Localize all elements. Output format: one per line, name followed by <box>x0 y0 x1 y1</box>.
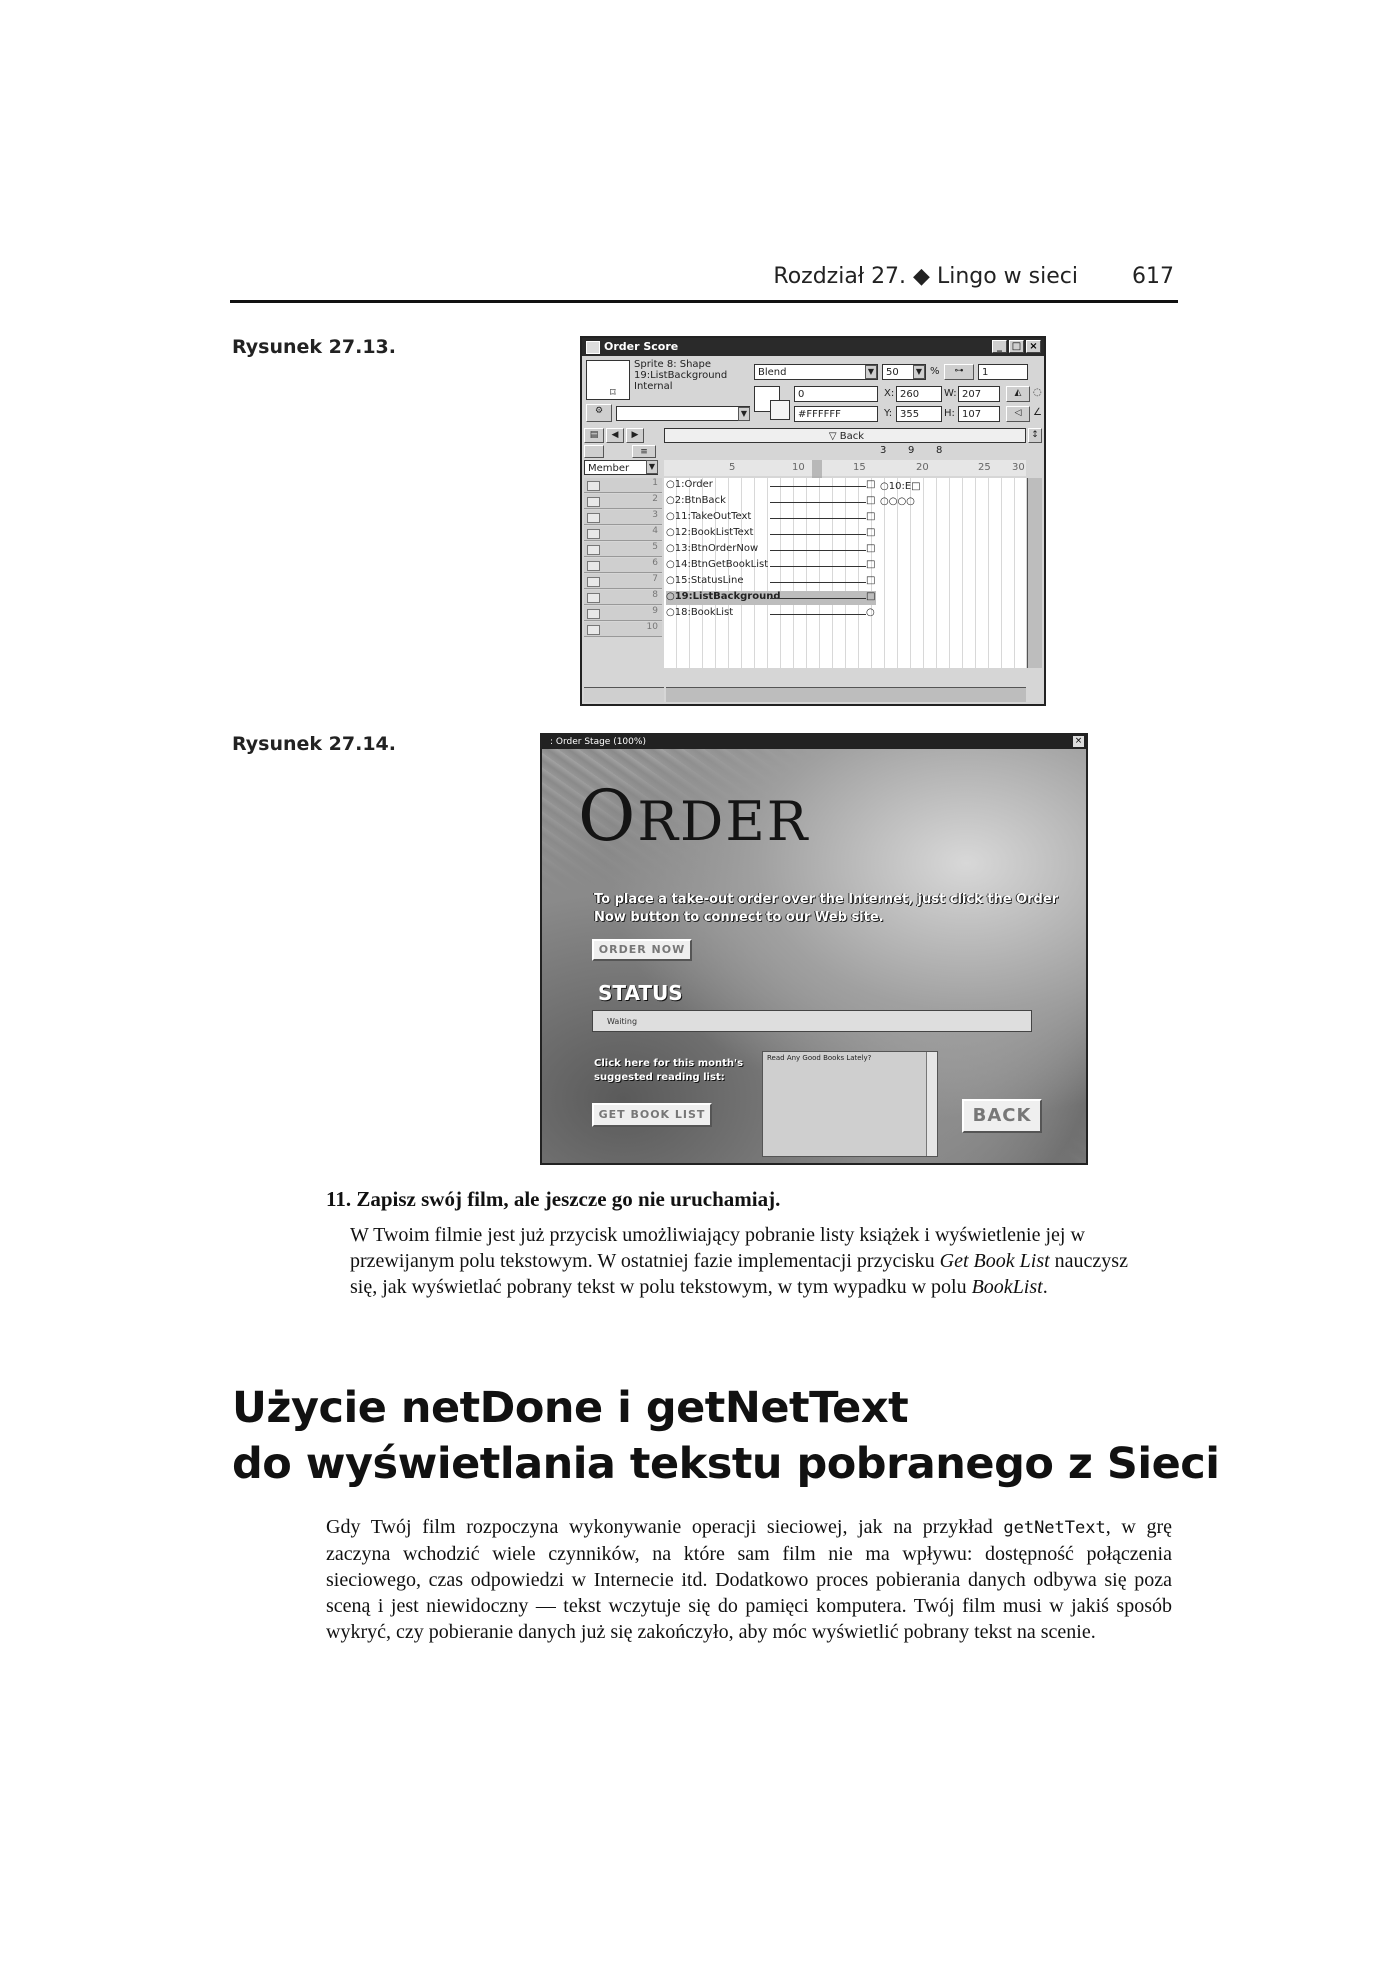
channel-toggle-icon[interactable] <box>587 497 600 507</box>
flip-vertical-icon[interactable]: ◁ <box>1006 406 1030 422</box>
frame-number: 30 <box>1012 462 1025 473</box>
sprite-duration-line <box>770 582 866 583</box>
sprite-end-marker: □ <box>866 559 876 570</box>
channel-number: 6 <box>652 558 658 568</box>
x-label: X: <box>884 388 895 399</box>
skew-icon[interactable]: ∠ <box>1033 407 1042 418</box>
figure-caption-27-13: Rysunek 27.13. <box>232 336 396 358</box>
sprite-end-marker: □ <box>866 511 876 522</box>
sprite-span[interactable] <box>666 495 876 509</box>
channel-toggle-icon[interactable] <box>587 609 600 619</box>
frame-number: 5 <box>729 462 736 473</box>
h-label: H: <box>944 408 955 419</box>
sprite-end-marker: □ <box>866 575 876 586</box>
sprite-span[interactable] <box>666 591 876 605</box>
maximize-button[interactable]: □ <box>1009 340 1024 353</box>
running-header <box>230 262 1178 303</box>
channel-number: 8 <box>936 445 943 456</box>
frame-number: 25 <box>978 462 991 473</box>
sprite-duration-line <box>770 534 866 535</box>
step-emphasis: Get Book List <box>939 1250 1050 1272</box>
channel-toggle-icon[interactable] <box>587 577 600 587</box>
order-now-button[interactable]: ORDER NOW <box>592 939 692 961</box>
sprite-shape-icon: ⌑ <box>610 386 616 399</box>
background-color-chip[interactable] <box>770 400 790 420</box>
channel-number: 3 <box>880 445 887 456</box>
sprite-end-marker: □ <box>866 527 876 538</box>
sprite-script-dropdown[interactable] <box>616 406 750 421</box>
blend-unit: % <box>930 366 940 377</box>
script-channel-icon[interactable]: ≡ <box>632 445 656 458</box>
sprite-label: ○11:TakeOutText <box>666 511 752 522</box>
x-field[interactable]: 260 <box>896 386 942 402</box>
score-bottom-tools[interactable] <box>584 687 664 702</box>
sprite-duration-line <box>770 614 866 615</box>
order-heading-rest: RDER <box>637 790 810 853</box>
order-heading <box>578 775 809 857</box>
booklist-prompt: Click here for this month's suggested reading list: <box>594 1058 744 1083</box>
h-field[interactable]: 107 <box>958 406 1000 422</box>
section-heading-line1: Użycie netDone i getNetText <box>232 1383 909 1433</box>
sprite-span[interactable] <box>666 575 876 589</box>
section-heading-line2: do wyświetlania tekstu pobranego z Sieci <box>232 1439 1220 1489</box>
y-label: Y: <box>884 408 893 419</box>
score-window-icon <box>586 341 600 354</box>
rotate-icon[interactable]: ◌ <box>1033 387 1042 398</box>
section-text: , w grę zaczyna wchodzić wiele czynników, na które sam film nie ma wpływu: dostępność połączenia sieciowego, czas odpowiedzi w Internecie itd. Dodatkowo proces pobierania danych odbywa się poza sceną i jest niewidoczny — tekst wczytuje się do pamięci komputera. Twój film musi w jakiś sposób wykryć, czy pobieranie danych już się zakończyło, aby móc wyświetlić pobrany tekst na scenie. <box>326 1516 1173 1643</box>
channel-row-header[interactable] <box>584 606 662 621</box>
channel-toggle[interactable] <box>584 445 604 458</box>
score-vertical-scrollbar[interactable] <box>1027 478 1042 668</box>
channel-row-header[interactable] <box>584 510 662 525</box>
sprite-extra: ○10:E□ <box>880 481 921 492</box>
blend-field[interactable]: 50 <box>882 364 926 380</box>
section-heading <box>232 1380 1232 1492</box>
chevron-down-icon[interactable]: ▼ <box>646 460 658 474</box>
channel-row-header[interactable] <box>584 542 662 557</box>
channel-row-header[interactable] <box>584 574 662 589</box>
sprite-info-line1: Sprite 8: Shape <box>634 359 712 370</box>
order-heading-initial: O <box>578 775 638 857</box>
channel-number: 3 <box>652 510 658 520</box>
sprite-label: ○12:BookListText <box>666 527 754 538</box>
step-heading <box>326 1187 780 1212</box>
section-text: Gdy Twój film rozpoczyna wykonywanie operacji sieciowej, jak na przykład <box>326 1516 1004 1538</box>
field-one[interactable]: 1 <box>978 364 1028 380</box>
marker-scroll-icon[interactable]: ↕ <box>1028 428 1042 443</box>
sprite-span[interactable] <box>666 511 876 525</box>
sprite-label: ○2:BtnBack <box>666 495 726 506</box>
channel-row-header[interactable] <box>584 526 662 541</box>
sprite-end-marker: □ <box>866 591 876 602</box>
sprite-extra: ○○○○ <box>880 496 915 507</box>
w-label: W: <box>944 388 957 399</box>
step-text: W Twoim filmie jest już przycisk umożliwiający pobranie listy książek i wyświetlenie jej w przewijanym polu tekstowym. W ostatniej fazie implementacji przycisku <box>350 1224 1085 1272</box>
sprite-span[interactable] <box>666 607 876 621</box>
step-text: . <box>1042 1276 1048 1298</box>
inline-code: getNetText <box>1003 1518 1106 1538</box>
color-field[interactable]: #FFFFFF <box>794 406 878 422</box>
channel-number: 4 <box>652 526 658 536</box>
field-zero[interactable]: 0 <box>794 386 878 402</box>
close-icon[interactable]: × <box>1074 736 1083 746</box>
score-window <box>580 336 1046 706</box>
channel-toggle-icon[interactable] <box>587 481 600 491</box>
marker-bar[interactable]: ▽ Back <box>664 428 1026 443</box>
chapter-title: Rozdział 27. ◆ Lingo w sieci <box>773 264 1078 289</box>
score-titlebar <box>582 338 1044 356</box>
next-marker-icon[interactable]: ▶ <box>626 428 644 443</box>
step-emphasis: BookList <box>971 1276 1043 1298</box>
stage-title: : Order Stage (100%) <box>550 737 646 747</box>
frame-number: 15 <box>853 462 866 473</box>
score-horizontal-scrollbar[interactable] <box>666 687 1026 702</box>
sprite-thumbnail <box>586 360 630 400</box>
close-button[interactable]: × <box>1026 340 1041 353</box>
channel-number: 5 <box>652 542 658 552</box>
chevron-down-icon[interactable]: ▼ <box>913 365 925 379</box>
channel-toggle-icon[interactable] <box>587 545 600 555</box>
channel-toggle-icon[interactable] <box>587 529 600 539</box>
channel-toggle-icon[interactable] <box>587 561 600 571</box>
step-text: nauczysz się, jak wyświetlać pobrany tekst w polu tekstowym, w tym wypadku w polu <box>350 1250 1128 1298</box>
y-field[interactable]: 355 <box>896 406 942 422</box>
marker-menu-button[interactable]: ▤ <box>584 428 604 443</box>
booklist-field[interactable] <box>762 1051 938 1157</box>
figure-caption-27-14: Rysunek 27.14. <box>232 733 396 755</box>
sprite-info-line2: 19:ListBackground <box>634 370 728 381</box>
sprite-span[interactable] <box>666 479 876 493</box>
stage-titlebar <box>542 735 1086 749</box>
flip-icon[interactable]: ◭ <box>1006 386 1030 402</box>
sprite-duration-line <box>770 486 866 487</box>
frame-ruler[interactable] <box>664 460 1026 476</box>
channel-toggle-icon[interactable] <box>587 513 600 523</box>
sprite-span[interactable] <box>666 559 876 573</box>
page-number: 617 <box>1132 264 1174 289</box>
channel-row-header[interactable] <box>584 494 662 509</box>
chevron-down-icon[interactable]: ▼ <box>865 365 877 379</box>
status-heading: STATUS <box>598 981 683 1005</box>
channel-row-header[interactable] <box>584 622 662 637</box>
channel-row-header[interactable] <box>584 558 662 573</box>
member-dropdown[interactable]: Member <box>584 460 658 475</box>
channel-number: 9 <box>908 445 915 456</box>
channel-number: 2 <box>652 494 658 504</box>
sprite-duration-line <box>770 566 866 567</box>
get-book-list-button[interactable]: GET BOOK LIST <box>592 1103 712 1127</box>
sprite-label: ○1:Order <box>666 479 713 490</box>
channel-number: 8 <box>652 590 658 600</box>
sprite-span[interactable] <box>666 543 876 557</box>
booklist-text: Read Any Good Books Lately? <box>767 1054 872 1062</box>
sprite-span[interactable] <box>666 527 876 541</box>
w-field[interactable]: 207 <box>958 386 1000 402</box>
minimize-button[interactable]: _ <box>992 340 1007 353</box>
section-paragraph <box>326 1514 1172 1645</box>
sprite-label: ○18:BookList <box>666 607 734 618</box>
sprite-end-marker: □ <box>866 543 876 554</box>
channel-number: 7 <box>652 574 658 584</box>
promo-text: To place a take-out order over the Internet, just click the Order Now button to connect to our Web site. <box>594 892 1059 925</box>
step-title: Zapisz swój film, ale jeszcze go nie uruchamiaj. <box>356 1187 781 1211</box>
back-button[interactable]: BACK <box>962 1099 1042 1133</box>
prev-marker-icon[interactable]: ◀ <box>606 428 624 443</box>
status-line: Waiting <box>592 1010 1032 1032</box>
chevron-down-icon[interactable]: ▼ <box>738 407 750 421</box>
sprite-script-button[interactable]: ⚙ <box>586 404 612 422</box>
sprite-duration-line <box>770 598 866 599</box>
channel-row-header[interactable] <box>584 590 662 605</box>
stage-window <box>540 733 1088 1165</box>
channel-row-header[interactable] <box>584 478 662 493</box>
ink-dropdown[interactable]: Blend <box>754 364 878 380</box>
step-number: 11. <box>326 1187 352 1211</box>
sprite-end-marker: □ <box>866 495 876 506</box>
channel-number: 1 <box>652 478 658 488</box>
score-title: Order Score <box>604 340 679 353</box>
sprite-label: ○15:StatusLine <box>666 575 744 586</box>
sprite-label: ○19:ListBackground <box>666 591 781 602</box>
channel-toggle-icon[interactable] <box>587 593 600 603</box>
channel-toggle-icon[interactable] <box>587 625 600 635</box>
sprite-duration-line <box>770 518 866 519</box>
sprite-end-marker: □ <box>866 479 876 490</box>
sprite-duration-line <box>770 502 866 503</box>
sprite-label: ○13:BtnOrderNow <box>666 543 759 554</box>
frame-number: 10 <box>792 462 805 473</box>
sprite-label: ○14:BtnGetBookList <box>666 559 769 570</box>
sprite-end-marker: ○ <box>866 607 875 618</box>
sprite-info-line3: Internal <box>634 381 673 392</box>
booklist-scrollbar[interactable] <box>926 1052 937 1156</box>
channel-number: 9 <box>652 606 658 616</box>
frame-number: 20 <box>916 462 929 473</box>
key-icon[interactable]: ⊶ <box>944 364 974 380</box>
sprite-duration-line <box>770 550 866 551</box>
channel-number: 10 <box>646 622 658 632</box>
step-paragraph <box>350 1222 1150 1300</box>
